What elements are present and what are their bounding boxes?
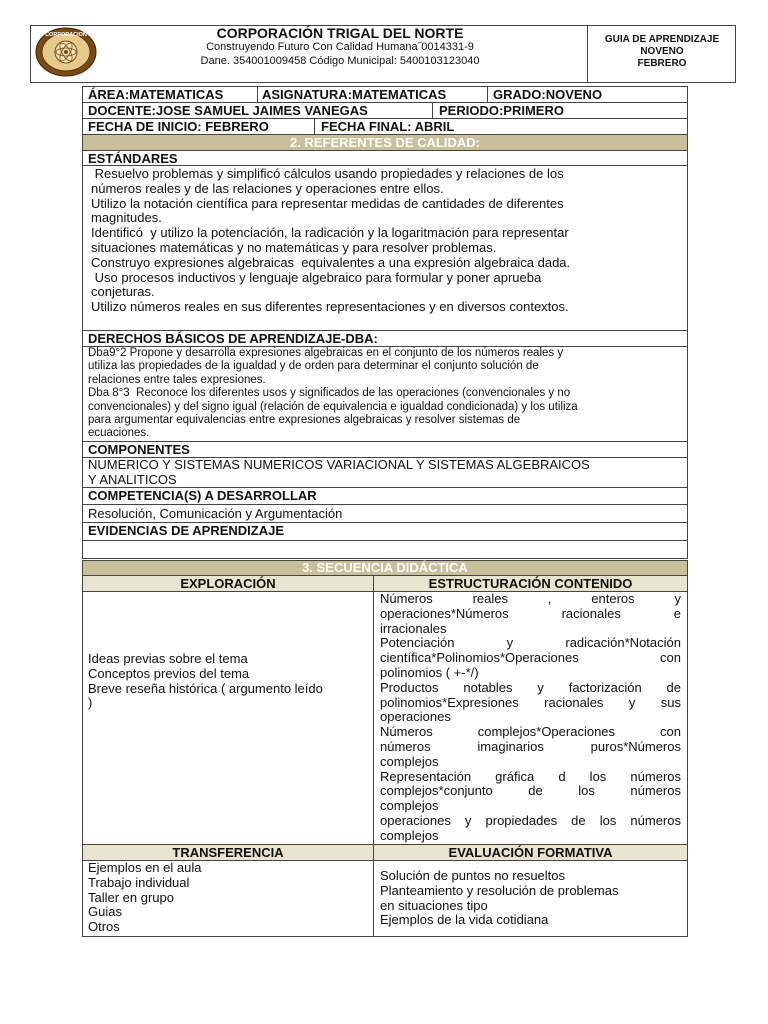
componentes-header <box>82 441 688 458</box>
competencias-text: Resolución, Comunicación y Argumentación <box>88 506 343 521</box>
guide-label <box>588 34 736 70</box>
competencias-body <box>82 504 688 523</box>
estructuracion-line: complejos <box>380 827 439 843</box>
estructuracion-text <box>380 592 681 844</box>
estandar-line: Utilizo la notación científica para representar medidas de cantidades de diferentes <box>91 195 564 211</box>
secuencia-header-row-2 <box>82 844 688 861</box>
transferencia-label: TRANSFERENCIA <box>83 845 373 860</box>
transferencia-text <box>88 861 368 935</box>
componentes-text <box>88 458 684 488</box>
estandar-line: Utilizo números reales en sus diferentes representaciones y en diversos contextos. <box>91 299 569 315</box>
estandares-label: ESTÁNDARES <box>88 151 178 166</box>
fecha-inicio-label: FECHA DE INICIO: FEBRERO <box>88 119 269 134</box>
estructuracion-line: Números complejos*Operaciones con <box>380 724 681 740</box>
estandar-line: Construyo expresiones algebraicas equivalentes a una expresión algebraica dada. <box>91 254 571 270</box>
estandar-line: situaciones matemáticas y no matemáticas y para resolver problemas. <box>91 239 497 255</box>
transferencia-line: Otros <box>88 919 120 935</box>
dba-line: ecuaciones. <box>88 427 150 440</box>
estructuracion-line: operaciones*Números racionales e <box>380 605 681 621</box>
dba-line: convencionales) y del signo igual (relación de equivalencia e igualdad condicionada) y los utiliza <box>88 400 578 413</box>
transferencia-line: Ejemplos en el aula <box>88 860 202 875</box>
institution-name: CORPORACIÓN TRIGAL DEL NORTE <box>216 25 464 41</box>
dba-label: DERECHOS BÁSICOS DE APRENDIZAJE-DBA: <box>88 331 378 346</box>
evidencias-label: EVIDENCIAS DE APRENDIZAJE <box>88 523 284 538</box>
exploracion-line: Ideas previas sobre el tema <box>88 651 248 666</box>
section-2-title: 2. REFERENTES DE CALIDAD: <box>82 134 688 151</box>
estandar-line: Identificó y utilizo la potenciación, la radicación y la logaritmación para representar <box>91 225 569 241</box>
estandares-text <box>91 167 681 315</box>
exploracion-line: Breve reseña histórica ( argumento leído <box>88 680 323 696</box>
institution-codes: Dane. 354001009458 Código Municipal: 5400103123040 <box>200 55 480 67</box>
secuencia-body-row-1 <box>82 591 688 845</box>
estructuracion-line: Representación gráfica d los números <box>380 768 681 784</box>
dba-text <box>88 347 684 441</box>
evidencias-header <box>82 522 688 541</box>
estandar-line: magnitudes. <box>91 210 162 226</box>
info-row-fechas <box>82 118 688 135</box>
estructuracion-line: operaciones <box>380 709 451 725</box>
componentes-label: COMPONENTES <box>88 442 190 457</box>
fecha-final-label: FECHA FINAL: ABRIL <box>321 119 455 134</box>
estructuracion-line: Productos notables y factorización de <box>380 679 681 695</box>
competencias-header <box>82 487 688 505</box>
estandar-line: Resuelvo problemas y simplificó cálculos usando propiedades y relaciones de los <box>91 166 564 181</box>
estructuracion-line: operaciones y propiedades de los números <box>380 812 681 828</box>
area-label: ÁREA:MATEMATICAS <box>88 87 224 102</box>
estructuracion-line: irracionales <box>380 620 447 636</box>
componentes-line: Y ANALITICOS <box>88 471 177 487</box>
seal-text: CORPORACION <box>45 32 87 38</box>
exploracion-line: Conceptos previos del tema <box>88 665 250 681</box>
competencias-label: COMPETENCIA(S) A DESARROLLAR <box>88 488 317 503</box>
dba-header <box>82 330 688 347</box>
estructuracion-line: complejos <box>380 798 439 814</box>
dba-line: Dba9°2 Propone y desarrolla expresiones algebraicas en el conjunto de los números reales y <box>88 347 564 359</box>
section-3-title: 3. SECUENCIA DIDÁCTICA <box>82 560 688 576</box>
docente-label: DOCENTE:JOSE SAMUEL JAIMES VANEGAS <box>88 103 368 118</box>
exploracion-label: EXPLORACIÓN <box>83 576 373 591</box>
exploracion-text <box>88 652 368 711</box>
dba-line: utiliza las propiedades de la igualdad y de orden para determinar el conjunto solución de <box>88 360 539 373</box>
estructuracion-line: científica*Polinomios*Operaciones con <box>380 650 681 666</box>
transferencia-line: Taller en grupo <box>88 889 174 905</box>
estandar-line: conjeturas. <box>91 284 155 300</box>
evaluacion-label: EVALUACIÓN FORMATIVA <box>374 845 687 860</box>
estructuracion-line: Números reales , enteros y <box>380 591 681 606</box>
transferencia-line: Trabajo individual <box>88 874 190 890</box>
estructuracion-line: complejos*conjunto de los números <box>380 783 681 799</box>
estructuracion-line: complejos <box>380 753 439 769</box>
estandar-line: Uso procesos inductivos y lenguaje algebraico para formular y poner aprueba <box>91 269 542 285</box>
dba-line: Dba 8°3 Reconoce los diferentes usos y significados de las operaciones (convencionales y no <box>88 387 571 400</box>
guide-line: GUIA DE APRENDIZAJE <box>604 34 720 45</box>
exploracion-line: ) <box>88 695 93 711</box>
estructuracion-label: ESTRUCTURACIÓN CONTENIDO <box>374 576 687 591</box>
estandar-line: números reales y de las relaciones y operaciones entre ellos. <box>91 180 444 196</box>
asignatura-label: ASIGNATURA:MATEMATICAS <box>262 87 447 102</box>
grado-label: GRADO:NOVENO <box>493 87 603 102</box>
evaluacion-line: Planteamiento y resolución de problemas <box>380 882 619 898</box>
evidencias-body <box>82 540 688 559</box>
evaluacion-line: Ejemplos de la vida cotidiana <box>380 912 549 928</box>
estructuracion-line: números imaginarios puros*Números <box>380 738 681 754</box>
dba-body <box>82 346 688 442</box>
periodo-label: PERIODO:PRIMERO <box>439 103 564 118</box>
transferencia-line: Guias <box>88 904 122 920</box>
estructuracion-line: Potenciación y radicación*Notación <box>380 635 681 651</box>
institution-seal <box>34 26 98 78</box>
guide-line: NOVENO <box>640 46 684 57</box>
dba-line: relaciones entre tales expresiones. <box>88 373 266 386</box>
componentes-line: NUMERICO Y SISTEMAS NUMERICOS VARIACIONAL Y SISTEMAS ALGEBRAICOS <box>88 457 590 472</box>
secuencia-header-row-1 <box>82 575 688 592</box>
info-row-area <box>82 86 688 103</box>
evaluacion-line: Solución de puntos no resueltos <box>380 868 566 883</box>
componentes-body <box>82 457 688 488</box>
guide-line: FEBRERO <box>637 58 687 69</box>
evaluacion-line: en situaciones tipo <box>380 897 488 913</box>
estructuracion-line: polinomios ( +-*/) <box>380 664 479 680</box>
secuencia-body-row-2 <box>82 860 688 937</box>
info-row-docente <box>82 102 688 119</box>
estandares-body <box>82 165 688 331</box>
estructuracion-line: polinomios*Expresiones racionales y sus <box>380 694 681 710</box>
evaluacion-text <box>380 869 681 928</box>
institution-motto: Construyendo Futuro Con Calidad Humana˝0014331-9 <box>206 41 474 53</box>
estandares-header <box>82 150 688 166</box>
dba-line: para argumentar equivalencias entre expresiones algebraicas y resolver sistemas de <box>88 414 521 427</box>
